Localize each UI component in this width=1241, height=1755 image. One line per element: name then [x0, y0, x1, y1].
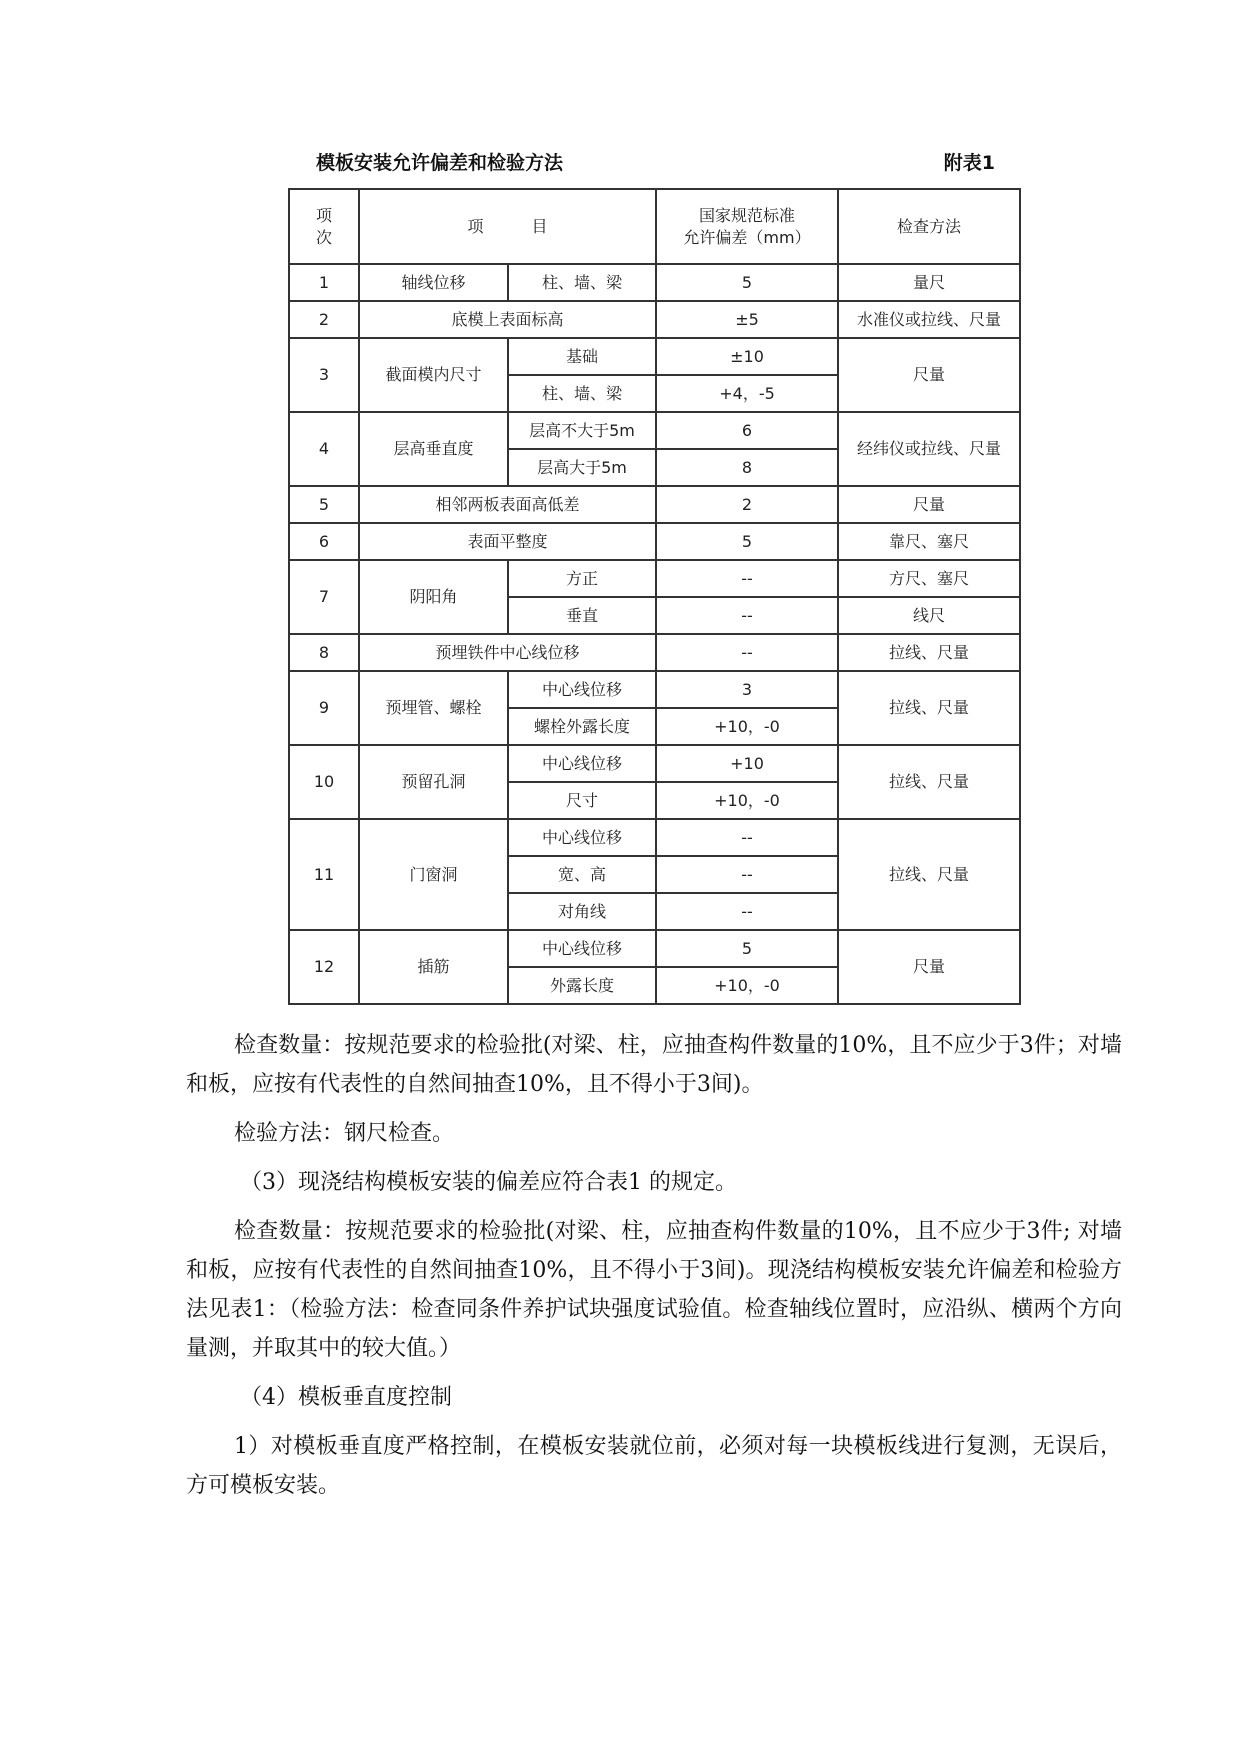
row-subitem: 宽、高 [508, 856, 656, 893]
table-row [289, 523, 1020, 560]
paragraph-check-quantity: 检查数量：按规范要求的检验批(对梁、柱，应抽查构件数量的10%，且不应少于3件；对墙和板，应按有代表性的自然间抽查10%，且不得小于3间)。 [186, 1033, 1122, 1097]
row-tolerance: -- [656, 634, 838, 671]
row-subitem: 层高不大于5m [508, 412, 656, 449]
row-tolerance: +10，-0 [656, 708, 838, 745]
table-row [289, 486, 1020, 523]
table-title: 模板安装允许偏差和检验方法 [316, 152, 564, 174]
row-method: 拉线、尺量 [838, 671, 1020, 745]
row-method: 经纬仪或拉线、尺量 [838, 412, 1020, 486]
row-item: 轴线位移 [359, 264, 508, 301]
table-row [289, 338, 1020, 375]
header-item: 项 目 [359, 189, 656, 264]
row-item: 门窗洞 [359, 819, 508, 930]
row-item: 截面模内尺寸 [359, 338, 508, 412]
row-method: 量尺 [838, 264, 1020, 301]
row-tolerance: +10 [656, 745, 838, 782]
row-tolerance: 2 [656, 486, 838, 523]
row-subitem: 柱、墙、梁 [508, 375, 656, 412]
row-method: 拉线、尺量 [838, 819, 1020, 930]
paragraph-check-method: 检验方法：钢尺检查。 [234, 1121, 455, 1146]
row-item: 表面平整度 [359, 523, 656, 560]
row-item: 层高垂直度 [359, 412, 508, 486]
row-item: 插筋 [359, 930, 508, 1004]
body-text [186, 1026, 1122, 1515]
table-row [289, 671, 1020, 708]
row-subitem: 层高大于5m [508, 449, 656, 486]
table-header-row [289, 189, 1020, 264]
table-row [289, 930, 1020, 967]
row-subitem: 方正 [508, 560, 656, 597]
table-row [289, 264, 1020, 301]
table-row [289, 745, 1020, 782]
paragraph-verticality: 1）对模板垂直度严格控制，在模板安装就位前，必须对每一块模板线进行复测，无误后，方可模板安装。 [186, 1434, 1122, 1498]
row-method: 拉线、尺量 [838, 634, 1020, 671]
row-method: 靠尺、塞尺 [838, 523, 1020, 560]
row-index: 8 [289, 634, 359, 671]
row-index: 9 [289, 671, 359, 745]
row-tolerance: -- [656, 597, 838, 634]
row-subitem: 中心线位移 [508, 745, 656, 782]
row-item: 阴阳角 [359, 560, 508, 634]
table-row [289, 301, 1020, 338]
row-item: 底模上表面标高 [359, 301, 656, 338]
row-subitem: 螺栓外露长度 [508, 708, 656, 745]
row-index: 11 [289, 819, 359, 930]
appendix-label: 附表1 [943, 152, 995, 174]
row-index: 10 [289, 745, 359, 819]
table-caption [316, 148, 995, 178]
row-subitem: 基础 [508, 338, 656, 375]
row-method: 水准仪或拉线、尺量 [838, 301, 1020, 338]
row-tolerance: 6 [656, 412, 838, 449]
row-index: 5 [289, 486, 359, 523]
row-tolerance: ±10 [656, 338, 838, 375]
row-tolerance: 5 [656, 523, 838, 560]
row-method: 尺量 [838, 338, 1020, 412]
paragraph-section-3: （3）现浇结构模板安装的偏差应符合表1 的规定。 [240, 1170, 737, 1195]
row-method: 尺量 [838, 930, 1020, 1004]
row-tolerance: 5 [656, 930, 838, 967]
row-subitem: 中心线位移 [508, 671, 656, 708]
row-index: 3 [289, 338, 359, 412]
row-subitem: 外露长度 [508, 967, 656, 1004]
row-subitem: 对角线 [508, 893, 656, 930]
row-tolerance: ±5 [656, 301, 838, 338]
row-tolerance: -- [656, 856, 838, 893]
row-item: 相邻两板表面高低差 [359, 486, 656, 523]
row-item: 预埋铁件中心线位移 [359, 634, 656, 671]
row-method: 尺量 [838, 486, 1020, 523]
table-row [289, 560, 1020, 597]
header-method: 检查方法 [838, 189, 1020, 264]
header-tolerance: 国家规范标准 允许偏差（mm） [656, 189, 838, 264]
row-tolerance: 5 [656, 264, 838, 301]
row-method: 方尺、塞尺 [838, 560, 1020, 597]
header-index: 项 次 [289, 189, 359, 264]
row-index: 12 [289, 930, 359, 1004]
row-subitem: 垂直 [508, 597, 656, 634]
row-method: 线尺 [838, 597, 1020, 634]
row-index: 6 [289, 523, 359, 560]
row-subitem: 中心线位移 [508, 930, 656, 967]
row-tolerance: 8 [656, 449, 838, 486]
table-row [289, 819, 1020, 856]
row-index: 4 [289, 412, 359, 486]
row-item: 预埋管、螺栓 [359, 671, 508, 745]
row-tolerance: +10，-0 [656, 782, 838, 819]
paragraph-section-4: （4）模板垂直度控制 [240, 1385, 452, 1410]
tolerance-table [288, 188, 1021, 1005]
row-tolerance: -- [656, 560, 838, 597]
table-row [289, 412, 1020, 449]
row-tolerance: -- [656, 893, 838, 930]
row-method: 拉线、尺量 [838, 745, 1020, 819]
row-index: 1 [289, 264, 359, 301]
paragraph-check-quantity-2: 检查数量：按规范要求的检验批(对梁、柱，应抽查构件数量的10%，且不应少于3件; 对墙和板，应按有代表性的自然间抽查10%，且不得小于3间)。现浇结构模板安装允许偏差和检验方法见表1：（检验方法：检查同条件养护试块强度试验值。检查轴线位置时，应沿纵、横两个方向量测，并取其中的较大值。） [186, 1219, 1122, 1361]
row-item: 预留孔洞 [359, 745, 508, 819]
row-index: 7 [289, 560, 359, 634]
row-tolerance: +4，-5 [656, 375, 838, 412]
row-tolerance: -- [656, 819, 838, 856]
row-tolerance: +10，-0 [656, 967, 838, 1004]
row-subitem: 中心线位移 [508, 819, 656, 856]
table-row [289, 634, 1020, 671]
row-tolerance: 3 [656, 671, 838, 708]
row-subitem: 柱、墙、梁 [508, 264, 656, 301]
row-subitem: 尺寸 [508, 782, 656, 819]
table-body [289, 189, 1020, 1004]
row-index: 2 [289, 301, 359, 338]
